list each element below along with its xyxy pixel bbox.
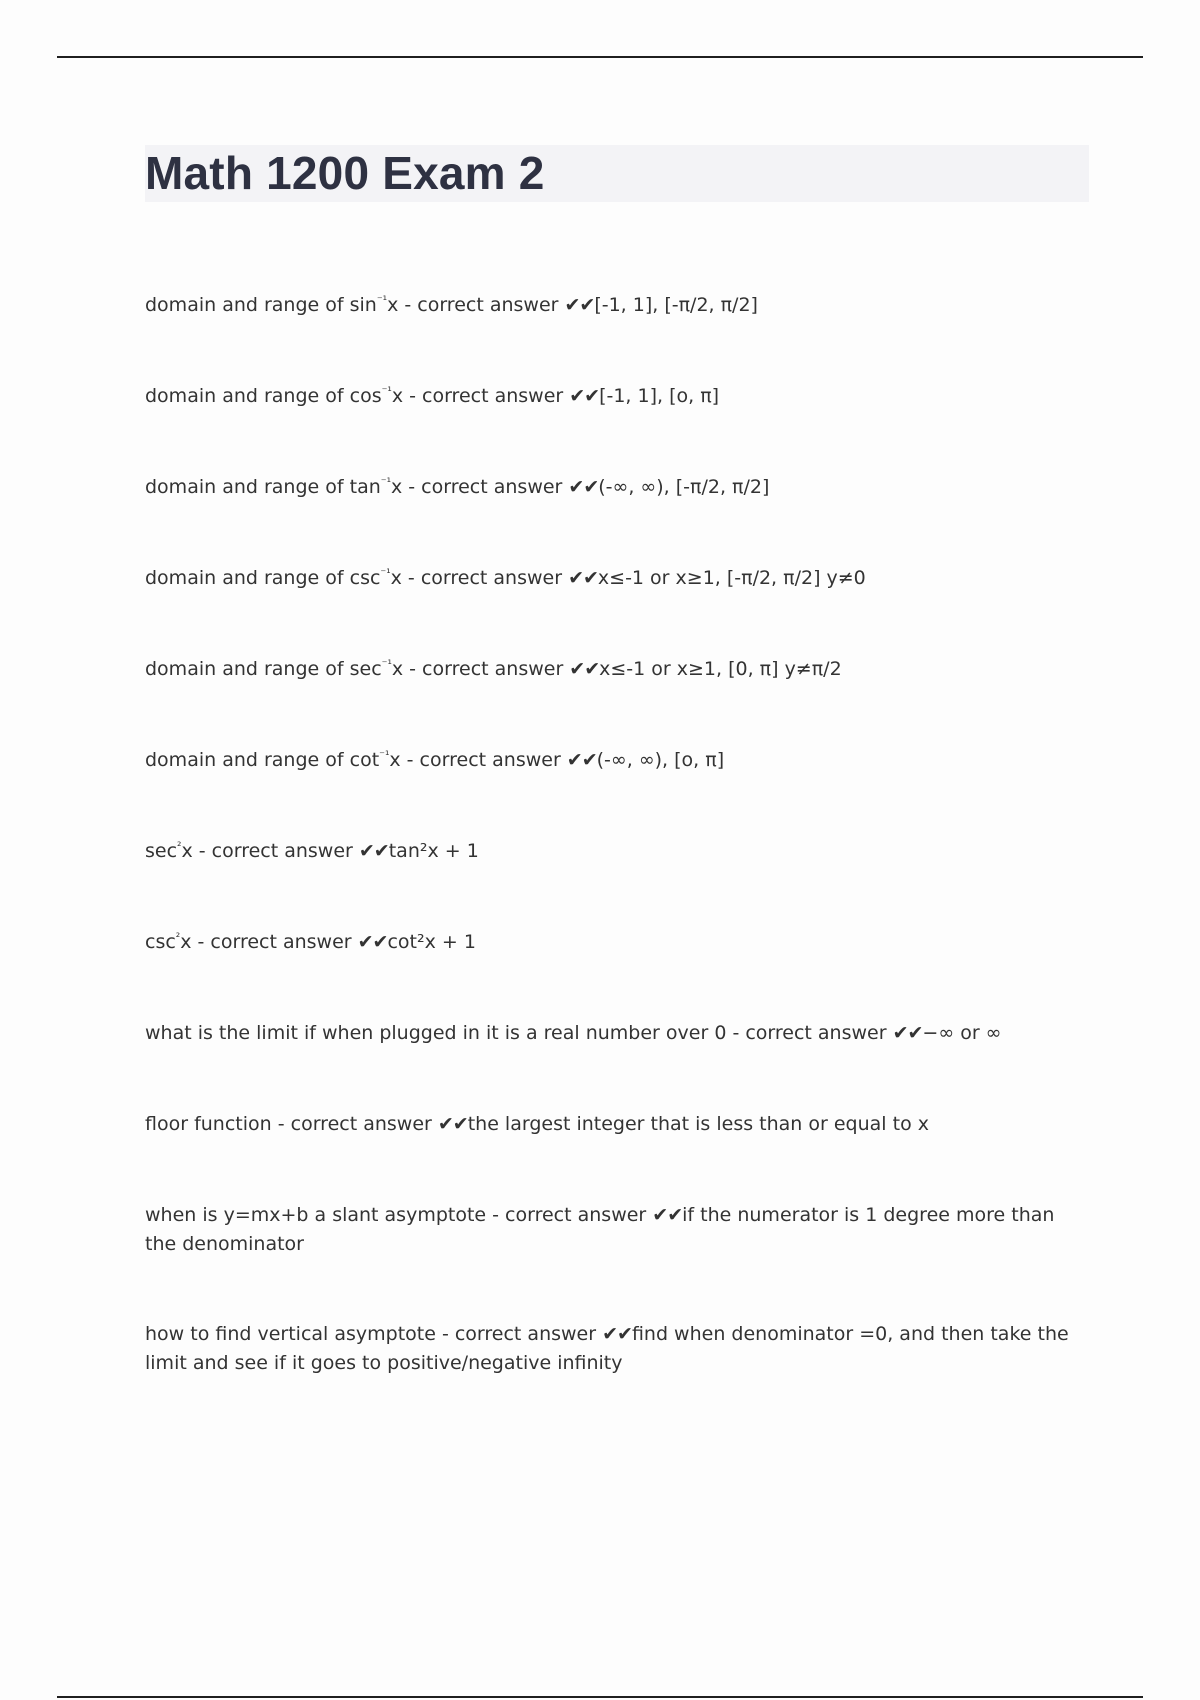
answer-separator: - correct answer	[486, 1204, 653, 1226]
answer-separator: - correct answer	[435, 1323, 603, 1345]
answer-separator: - correct answer	[400, 749, 567, 771]
answer-text: [-1, 1], [o, π]	[599, 385, 720, 407]
page-title: Math 1200 Exam 2	[145, 147, 545, 199]
answer-separator: - correct answer	[402, 476, 569, 498]
double-check-icon: ✔✔	[652, 1204, 683, 1226]
answer-text: if the numerator is 1 degree more than the denominator	[145, 1204, 1055, 1255]
answer-text: [-1, 1], [-π/2, π/2]	[594, 294, 758, 316]
question-text: when is y=mx+b a slant asymptote	[145, 1204, 487, 1226]
answer-text: (-∞, ∞), [o, π]	[596, 749, 725, 771]
bottom-rule	[57, 1696, 1143, 1698]
question-superscript: ⁻¹	[380, 566, 391, 580]
qa-item	[145, 1320, 1085, 1378]
qa-item	[145, 1110, 1085, 1139]
answer-separator: - correct answer	[191, 931, 358, 953]
double-check-icon: ✔✔	[569, 385, 600, 407]
qa-item	[145, 928, 1085, 957]
question-superscript: ⁻¹	[381, 384, 392, 398]
double-check-icon: ✔✔	[566, 749, 597, 771]
answer-separator: - correct answer	[726, 1022, 893, 1044]
question-text: domain and range of cos	[145, 385, 382, 407]
question-text: how to find vertical asymptote	[145, 1323, 436, 1345]
question-superscript: ²	[177, 839, 182, 853]
qa-item	[145, 837, 1085, 866]
qa-item	[145, 1201, 1085, 1259]
question-variable: x	[391, 385, 404, 407]
qa-item	[145, 291, 1085, 320]
double-check-icon: ✔✔	[568, 476, 599, 498]
question-variable: x	[389, 749, 401, 771]
double-check-icon: ✔✔	[568, 567, 598, 589]
answer-separator: - correct answer	[403, 385, 570, 407]
double-check-icon: ✔✔	[564, 294, 595, 316]
question-text: sec	[145, 840, 178, 862]
question-variable: x	[181, 840, 193, 862]
answer-text: −∞ or ∞	[922, 1022, 1002, 1044]
question-superscript: ²	[175, 930, 181, 944]
title-block	[145, 145, 1089, 202]
question-text: domain and range of sin	[145, 294, 377, 316]
qa-item	[145, 473, 1085, 502]
answer-separator: - correct answer	[403, 658, 570, 680]
question-text: domain and range of sec	[145, 658, 382, 680]
answer-separator: - correct answer	[271, 1113, 438, 1135]
question-text: floor function	[145, 1113, 272, 1135]
double-check-icon: ✔✔	[358, 840, 389, 862]
answer-text: cot²x + 1	[387, 931, 476, 953]
answer-text: x≤-1 or x≥1, [-π/2, π/2] y≠0	[597, 567, 866, 589]
question-text: domain and range of csc	[145, 567, 381, 589]
double-check-icon: ✔✔	[892, 1022, 923, 1044]
answer-text: tan²x + 1	[388, 840, 479, 862]
qa-item	[145, 382, 1085, 411]
question-text: what is the limit if when plugged in it is a real number over 0	[145, 1022, 727, 1044]
qa-item	[145, 564, 1085, 593]
double-check-icon: ✔✔	[437, 1113, 468, 1135]
question-variable: x	[390, 567, 402, 589]
question-superscript: ⁻¹	[376, 293, 388, 307]
question-superscript: ⁻¹	[380, 475, 391, 489]
double-check-icon: ✔✔	[357, 931, 388, 953]
question-superscript: ⁻¹	[379, 748, 390, 762]
qa-item	[145, 746, 1085, 775]
question-text: domain and range of cot	[145, 749, 380, 771]
top-rule	[57, 56, 1143, 58]
answer-separator: - correct answer	[401, 567, 569, 589]
question-text: domain and range of tan	[145, 476, 381, 498]
question-variable: x	[391, 658, 404, 680]
question-superscript: ⁻¹	[381, 657, 392, 671]
question-variable: x	[390, 476, 403, 498]
qa-item	[145, 1019, 1085, 1048]
question-variable: x	[180, 931, 192, 953]
answer-separator: - correct answer	[192, 840, 359, 862]
answer-text: (-∞, ∞), [-π/2, π/2]	[598, 476, 770, 498]
double-check-icon: ✔✔	[602, 1323, 632, 1345]
answer-text: the largest integer that is less than or equal to x	[467, 1113, 929, 1135]
question-variable: x	[387, 294, 399, 316]
answer-text: x≤-1 or x≥1, [0, π] y≠π/2	[599, 658, 842, 680]
question-text: csc	[145, 931, 176, 953]
qa-item	[145, 655, 1085, 684]
answer-text: find when denominator =0, and then take the limit and see if it goes to positive/negative infinity	[145, 1323, 1069, 1374]
double-check-icon: ✔✔	[569, 658, 600, 680]
answer-separator: - correct answer	[398, 294, 565, 316]
